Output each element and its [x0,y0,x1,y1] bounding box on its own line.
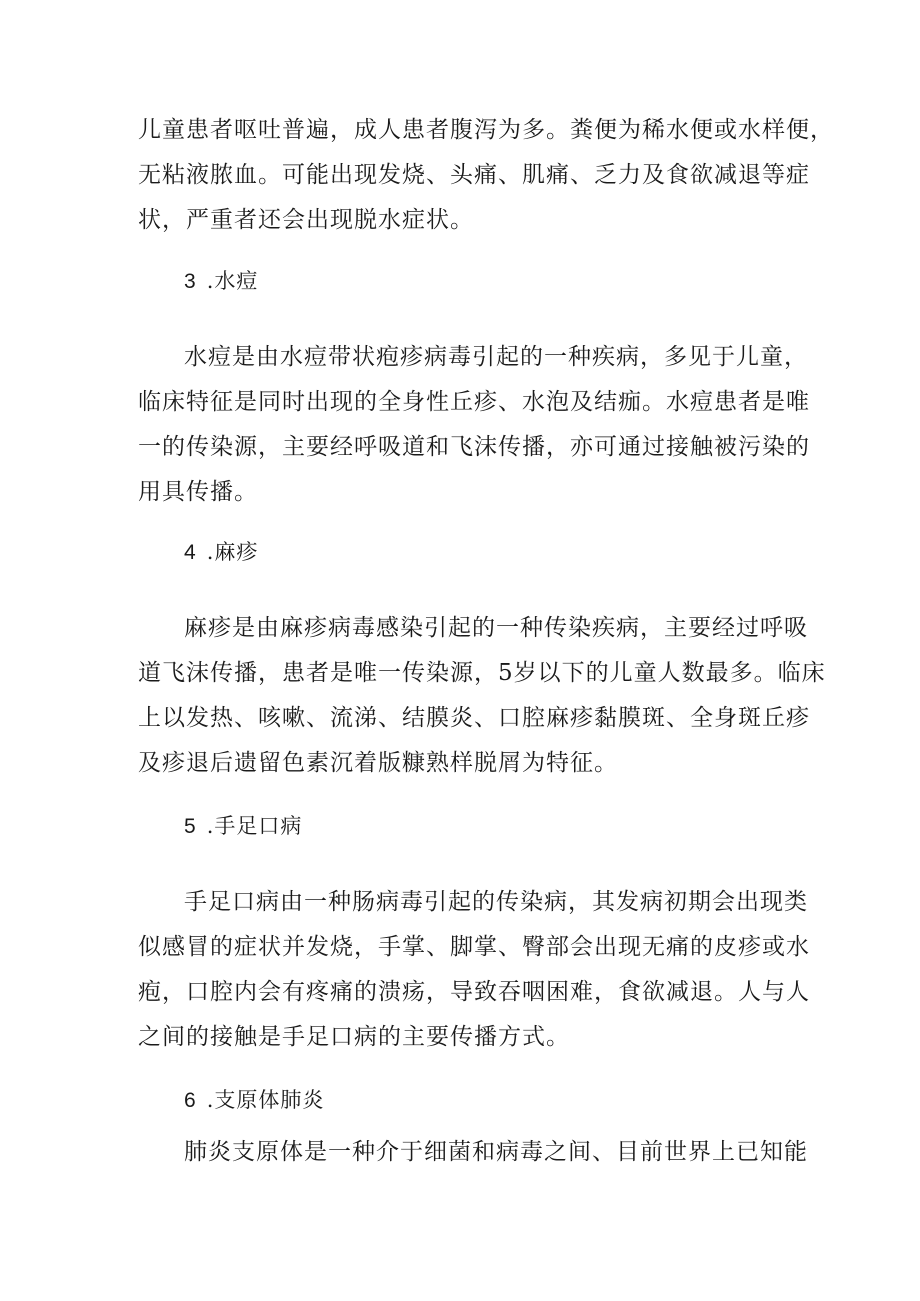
paragraph-line: 疱，口腔内会有疼痛的溃疡，导致吞咽困难，食欲减退。人与人 [138,979,810,1005]
paragraph-line: 一的传染源，主要经呼吸道和飞沫传播，亦可通过接触被污染的 [138,434,810,460]
section-title: .水痘 [206,269,259,293]
paragraph-line: 道飞沫传播，患者是唯一传染源，5岁以下的儿童人数最多。临床 [138,660,826,686]
paragraph-line: 麻疹是由麻疹病毒感染引起的一种传染疾病，主要经过呼吸 [184,615,808,641]
section-title: .手足口病 [206,814,303,838]
section-number: 5 [184,815,197,838]
section-title: .支原体肺炎 [206,1088,325,1112]
paragraph-line: 之间的接触是手足口病的主要传播方式。 [138,1024,570,1050]
paragraph-line: 无粘液脓血。可能出现发烧、头痛、肌痛、乏力及食欲减退等症 [138,162,810,188]
section-heading-mycoplasma-pneumonia [184,1085,324,1116]
paragraph-line: 及疹退后遗留色素沉着版糠熟样脱屑为特征。 [138,750,618,776]
paragraph-line: 水痘是由水痘带状疱疹病毒引起的一种疾病，多见于儿童， [184,344,808,370]
paragraph-mycoplasma-pneumonia [138,1130,808,1175]
section-heading-chickenpox [184,266,258,297]
paragraph-line: 儿童患者呕吐普遍，成人患者腹泻为多。粪便为稀水便或水样便， [138,117,834,143]
section-heading-measles [184,537,258,568]
section-number: 4 [184,541,197,564]
section-title: .麻疹 [206,540,259,564]
paragraph-line: 状，严重者还会出现脱水症状。 [138,207,474,233]
paragraph-line: 用具传播。 [138,479,258,505]
paragraph-measles [138,606,826,786]
paragraph-line: 临床特征是同时出现的全身性丘疹、水泡及结痂。水痘患者是唯 [138,389,810,415]
paragraph-continuation [138,108,834,243]
paragraph-line: 手足口病由一种肠病毒引起的传染病，其发病初期会出现类 [184,889,808,915]
paragraph-chickenpox [138,335,810,515]
section-heading-hand-foot-mouth [184,811,302,842]
paragraph-line: 肺炎支原体是一种介于细菌和病毒之间、目前世界上已知能 [184,1139,808,1165]
paragraph-hand-foot-mouth [138,880,810,1060]
section-number: 6 [184,1089,197,1112]
paragraph-line: 似感冒的症状并发烧，手掌、脚掌、臀部会出现无痛的皮疹或水 [138,934,810,960]
section-number: 3 [184,270,197,293]
paragraph-line: 上以发热、咳嗽、流涕、结膜炎、口腔麻疹黏膜斑、全身斑丘疹 [138,705,810,731]
